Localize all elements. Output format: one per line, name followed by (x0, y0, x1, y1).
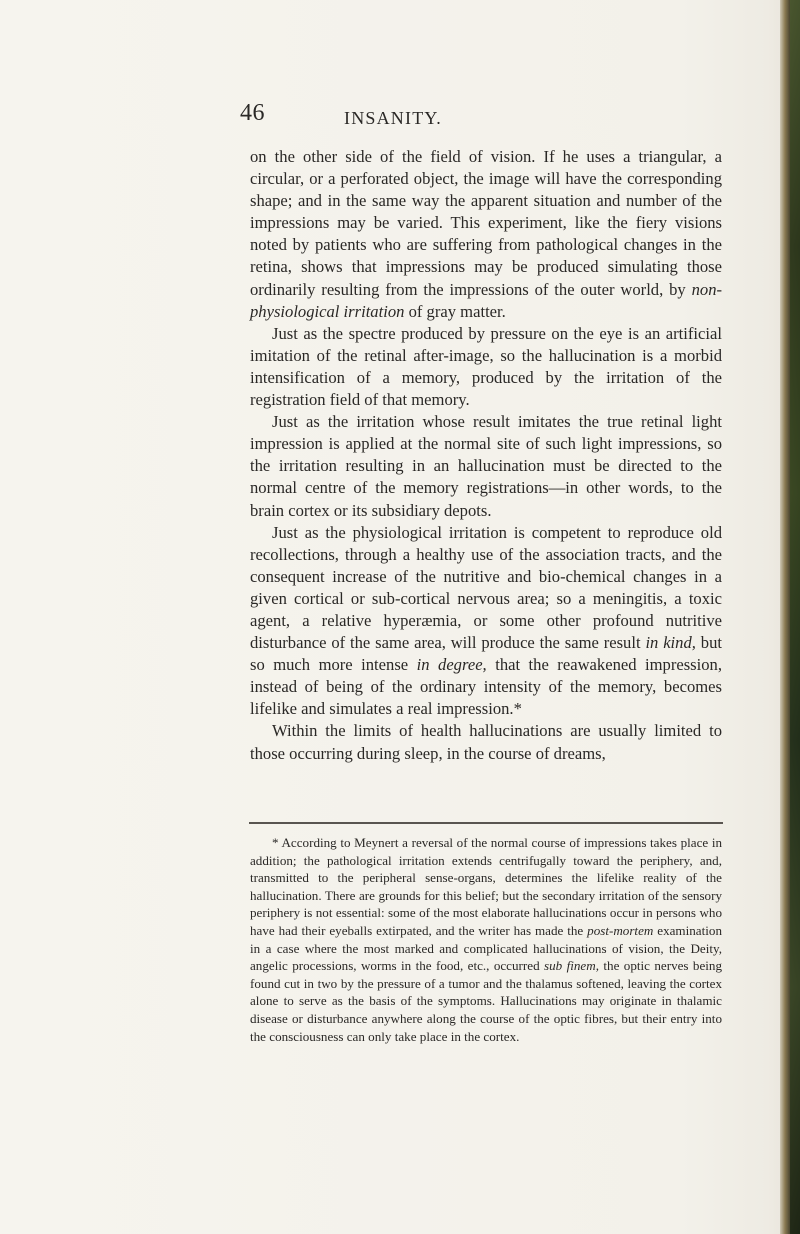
paragraph-1-text: on the other side of the field of vision. If he uses a triangular, a circular, or a perforated object, the image will have the corresponding shape; and in the same way the apparent situation and number of the impressions may be varied. This experiment, like the fiery visions noted by patients who are suffering from pathological changes in the retina, shows that impressions may be produced simulating those ordinarily resulting from the impressions of the outer world, by (250, 147, 722, 299)
footnote-text-c: the optic nerves being found cut in two by the pressure of a tumor and the thalamus softened, leaving the cortex alone to serve as the basis of the symptoms. Hallucinations may originate in thalamic disease or disturbance anywhere along the course of the optic fibres, but their entry into the consciousness can only take place in the cortex. (250, 958, 723, 1044)
paragraph-4-text-b: but so much more intense (250, 633, 722, 675)
footnote-italic-2: sub finem, (544, 958, 599, 974)
paragraph-4-italic-2: in degree, (416, 655, 487, 675)
paragraph-4-text-a: Just as the physiological irritation is competent to reproduce old recollections, through a healthy use of the association tracts, and the consequent increase of the nutritive and bio-chemical changes in a given cortical or sub-cortical nervous area; so a meningitis, a toxic agent, a relative hyperæmia, or some other profound nutritive disturbance of the same area, will produce the same result (250, 522, 722, 653)
paragraph-1-end: of gray matter. (408, 301, 506, 321)
page-number: 46 (240, 100, 265, 126)
footnote-text-b: examination in a case where the most marked and complicated hallucinations of vision, the Deity, angelic processions, worms in the food, etc., occurred (250, 922, 722, 974)
paragraph-5: Within the limits of health hallucinations are usually limited to those occurring during sleep, in the course of dreams, (250, 721, 722, 763)
footnote-rule (249, 822, 723, 824)
book-binding-edge (790, 0, 800, 1234)
body-text (250, 146, 722, 765)
footnote-text-a: * According to Meynert a reversal of the normal course of impressions takes place in addition; the pathological irritation extends centrifugally toward the periphery, and, transmitted to the peripheral sense-organs, determines the lifelike reality of the hallucination. There are grounds for this belief; but the secondary irritation of the sensory periphery is not essential: some of the most elaborate hallucinations occur in persons who have had their eyeballs extirpated, and the writer has made the (250, 835, 722, 938)
footnote (250, 834, 722, 1045)
paragraph-1-italic: non-physiological irritation (250, 279, 723, 321)
paragraph-4-italic-1: in kind, (645, 633, 696, 653)
paragraph-2: Just as the spectre produced by pressure on the eye is an artificial imitation of the retinal after-image, so the hallucination is a morbid intensification of a memory, produced by the irritation of the registration field of that memory. (250, 323, 722, 410)
paragraph-4 (250, 522, 722, 721)
running-head: INSANITY. (344, 108, 442, 128)
paragraph-4-text-c: that the reawakened impression, instead of being of the ordinary intensity of the memory, becomes lifelike and simulates a real impression.* (250, 655, 722, 719)
paragraph-1 (250, 146, 722, 323)
page-header (240, 100, 720, 140)
footnote-italic-1: post-mortem (587, 922, 654, 938)
paragraph-3: Just as the irritation whose result imitates the true retinal light impression is applied at the normal site of such light impressions, so the irritation resulting in an hallucination must be directed to the normal centre of the memory registrations—in other words, to the brain cortex or its subsidiary depots. (250, 412, 722, 520)
